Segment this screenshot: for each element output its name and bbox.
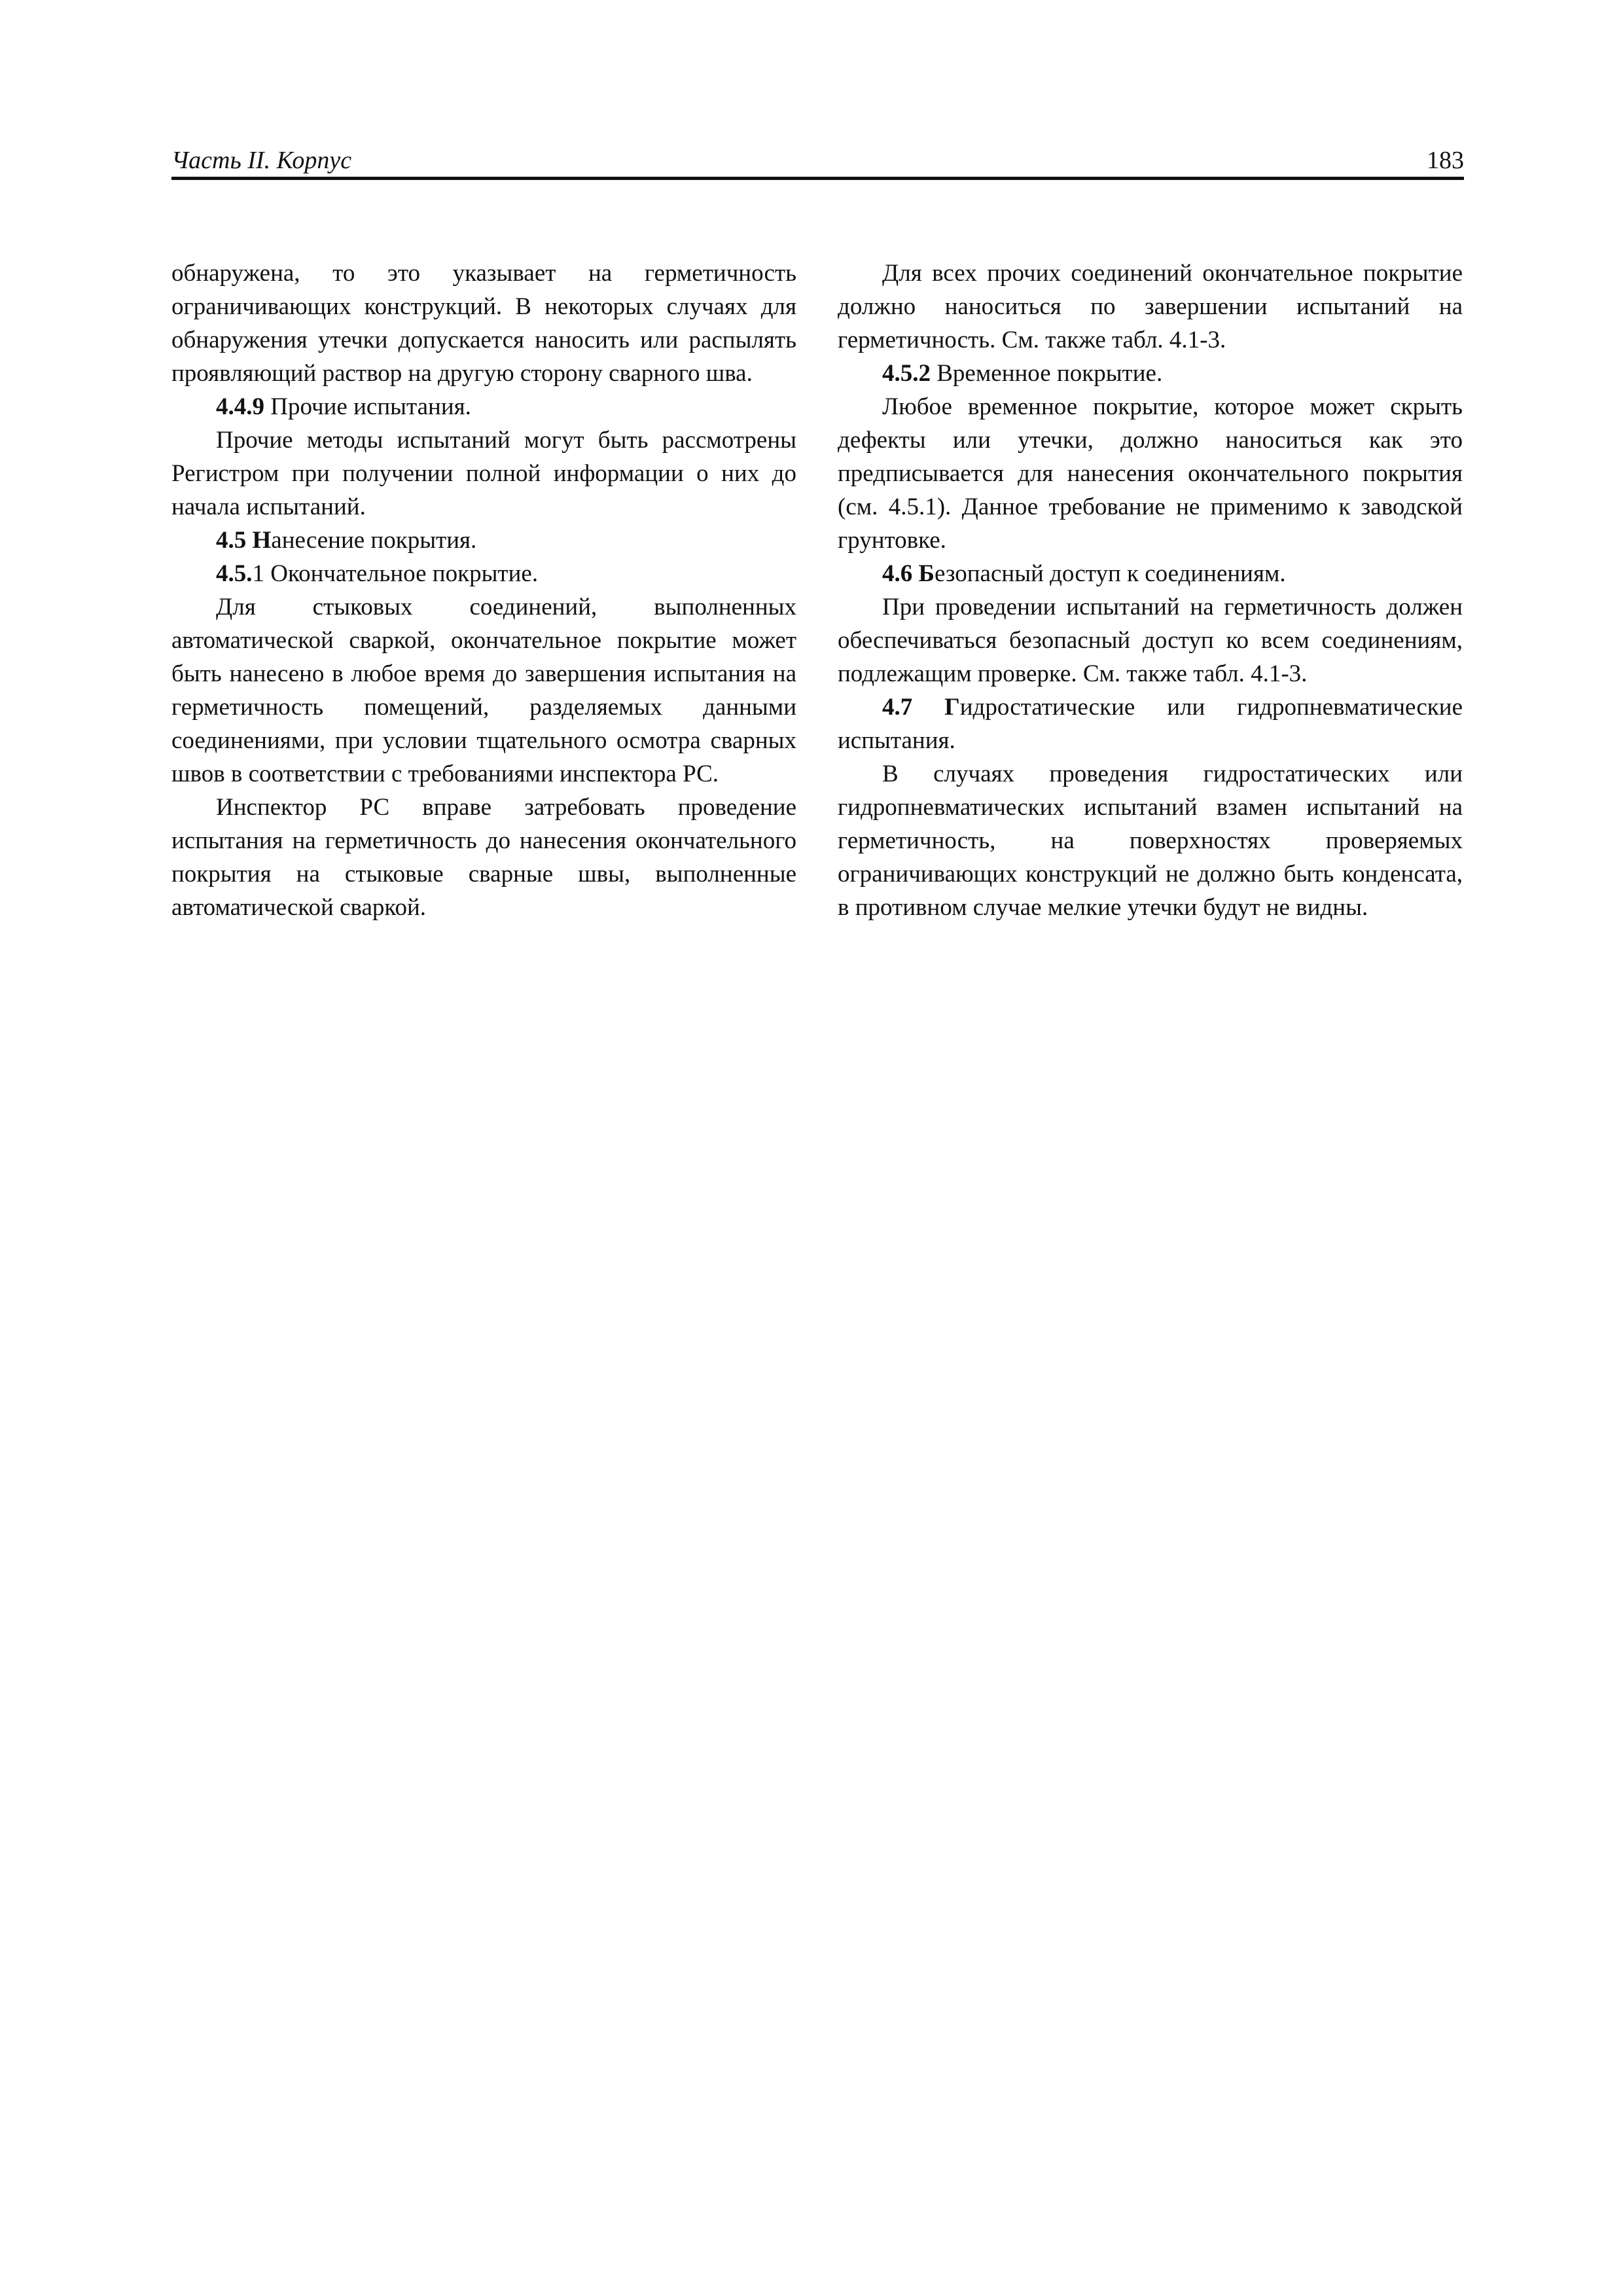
section-number: 4.4.9 [216,393,264,420]
section-heading [171,390,796,423]
section-title: идростатические или гидропневматические испытания. [838,694,1463,754]
paragraph [838,390,1463,557]
paragraph [838,590,1463,691]
paragraph [838,757,1463,924]
paragraph [171,257,796,390]
paragraph-text: Инспектор РС вправе затребовать проведение испытания на герметичность до нанесения окончательного покрытия на стыковые сварные швы, выполненные автоматической сваркой. [171,794,796,921]
page-number: 183 [1427,147,1464,174]
section-heading [171,557,796,590]
section-heading [171,524,796,557]
paragraph-text: При проведении испытаний на герметичность должен обеспечиваться безопасный доступ ко всем соединениям, подлежащим проверке. См. также табл. 4.1-3. [838,594,1463,687]
paragraph-text: Любое временное покрытие, которое может скрыть дефекты или утечки, должно наноситься как это предписывается для нанесения окончательного покрытия (см. 4.5.1). Данное требование не применимо к заводской грунтовке. [838,393,1463,554]
paragraph [171,791,796,924]
section-title: езопасный доступ к соединениям. [934,560,1286,587]
paragraph [171,423,796,524]
section-heading [838,691,1463,757]
section-title: Временное покрытие. [931,360,1163,387]
section-title: Прочие испытания. [264,393,471,420]
section-number: 4.7 Г [882,694,960,721]
paragraph-text: Для стыковых соединений, выполненных автоматической сваркой, окончательное покрытие может быть нанесено в любое время до завершения испытания на герметичность помещений, разделяемых данными соединениями, при условии тщательного осмотра сварных швов в соответствии с требованиями инспектора РС. [171,594,796,787]
section-number: 4.5. [216,560,253,587]
section-number: 4.5 Н [216,527,272,554]
header-rule [171,177,1464,180]
section-title: анесение покрытия. [271,527,477,554]
paragraph [838,257,1463,357]
section-title: 1 Окончательное покрытие. [252,560,539,587]
left-column [171,257,796,924]
page-header [171,145,1464,178]
running-header-title: Часть II. Корпус [171,147,352,174]
right-column [838,257,1463,924]
paragraph-text: Прочие методы испытаний могут быть рассмотрены Регистром при получении полной информации о них до начала испытаний. [171,427,796,520]
paragraph-text: обнаружена, то это указывает на герметичность ограничивающих конструкций. В некоторых случаях для обнаружения утечки допускается наносить или распылять проявляющий раствор на другую сторону сварного шва. [171,260,796,387]
section-heading [838,357,1463,390]
paragraph-text: В случаях проведения гидростатических или гидропневматических испытаний взамен испытаний на герметичность, на поверхностях проверяемых ограничивающих конструкций не должно быть конденсата, в противном случае мелкие утечки будут не видны. [838,761,1463,921]
section-number: 4.5.2 [882,360,931,387]
section-number: 4.6 Б [882,560,935,587]
section-heading [838,557,1463,590]
paragraph-text: Для всех прочих соединений окончательное покрытие должно наноситься по завершении испытаний на герметичность. См. также табл. 4.1-3. [838,260,1463,353]
paragraph [171,590,796,791]
